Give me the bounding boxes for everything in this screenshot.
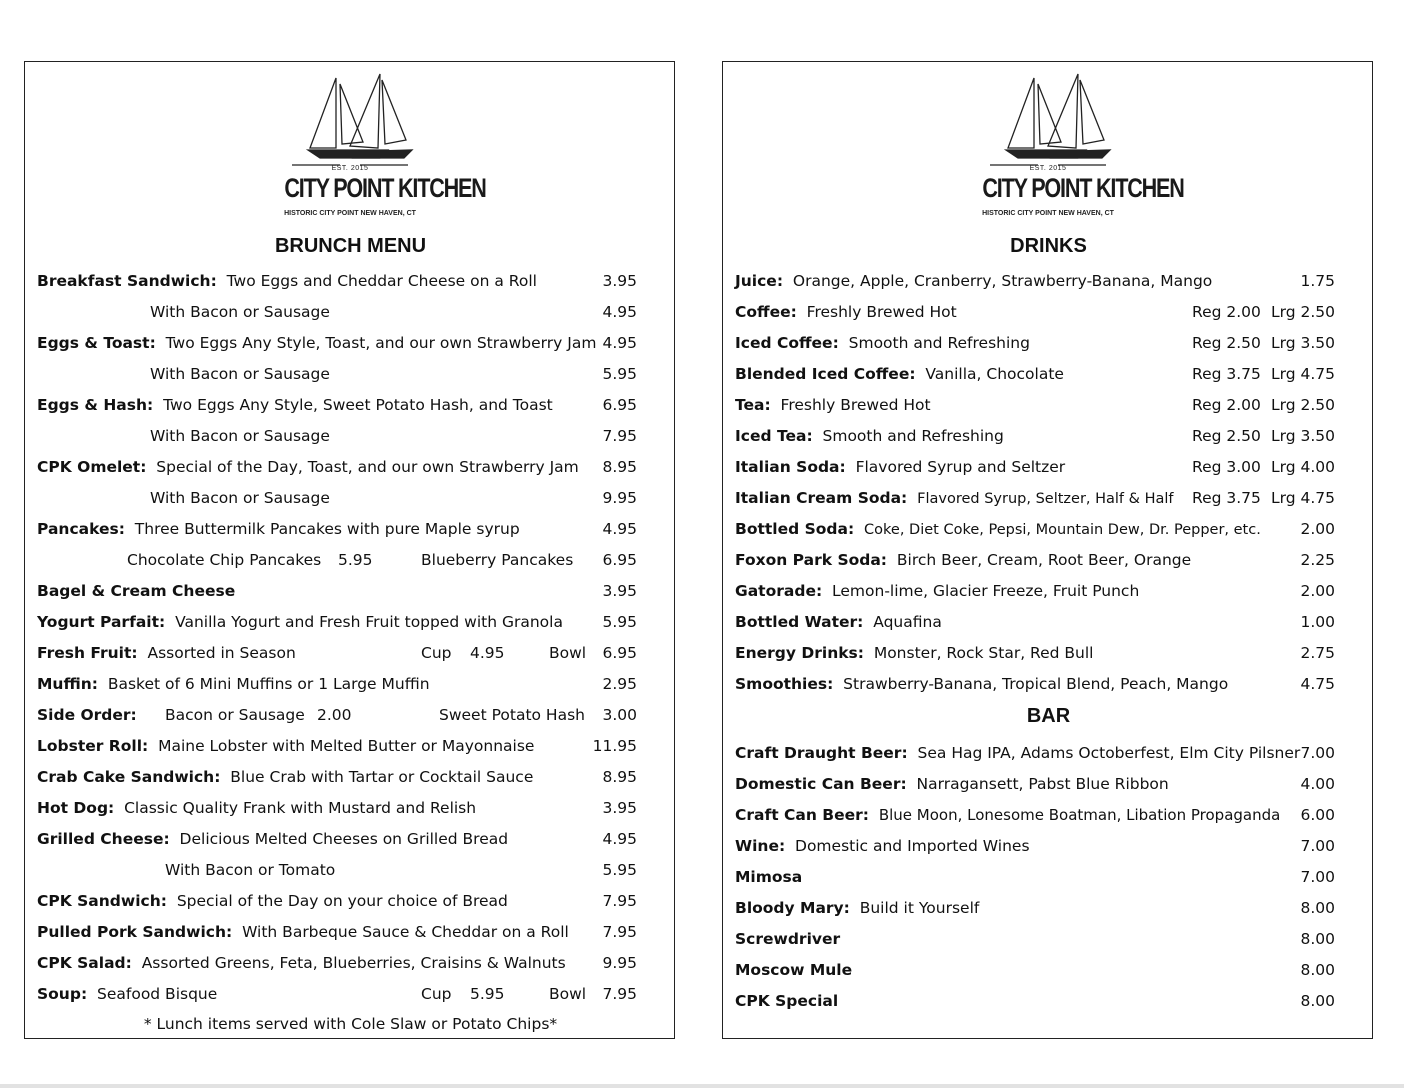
- item-label: Foxon Park Soda:: [735, 551, 888, 569]
- item-desc: Lemon-lime, Glacier Freeze, Fruit Punch: [832, 582, 1140, 600]
- item-price: 5.95: [338, 551, 373, 569]
- item-label: Grilled Cheese:: [37, 830, 170, 848]
- item-desc: Domestic and Imported Wines: [795, 837, 1030, 855]
- bowl-price: 6.95: [602, 644, 637, 662]
- item-price: 8.95: [602, 768, 637, 786]
- menu-item-cpk-omelet: [37, 455, 637, 479]
- item-desc: Blue Moon, Lonesome Boatman, Libation Propaganda: [878, 806, 1281, 824]
- item-desc: Vanilla Yogurt and Fresh Fruit topped with Granola: [175, 613, 563, 631]
- logo: [966, 70, 1184, 220]
- bar-heading: BAR: [1026, 705, 1071, 727]
- item-desc: Monster, Rock Star, Red Bull: [873, 644, 1094, 662]
- page-bottom-divider: [0, 1084, 1404, 1088]
- menu-item-breakfast-sandwich-addon: [37, 300, 637, 324]
- bar-item-moscow-mule: [735, 958, 1335, 982]
- item-label: Muffin:: [37, 675, 98, 693]
- item-desc: Bacon or Sausage: [165, 706, 305, 724]
- logo-est: EST. 2015: [331, 165, 369, 172]
- item-desc: Smooth and Refreshing: [848, 334, 1030, 352]
- logo-est: EST. 2015: [1029, 165, 1067, 172]
- item-price: 2.00: [1300, 582, 1335, 600]
- drink-item-iced-coffee: [735, 331, 1335, 355]
- menu-item-grilled-cheese-addon: [37, 858, 637, 882]
- item-label: CPK Omelet:: [37, 458, 147, 476]
- item-label: Tea:: [735, 396, 771, 414]
- menu-item-pancakes-variants: [37, 548, 637, 572]
- item-desc: Flavored Syrup, Seltzer, Half & Half: [917, 491, 1174, 507]
- item-desc: With Bacon or Sausage: [150, 427, 330, 445]
- menu-item-eggs-toast-addon: [37, 362, 637, 386]
- logo-brand-name: CITY POINT KITCHEN: [284, 173, 486, 203]
- menu-item-eggs-toast: [37, 331, 637, 355]
- menu-item-cpk-sandwich: [37, 889, 637, 913]
- item-desc: Basket of 6 Mini Muffins or 1 Large Muffin: [107, 675, 430, 693]
- bowl-price: 7.95: [602, 985, 637, 1003]
- reg-price: Reg 3.75: [1192, 489, 1261, 507]
- item-label: Blended Iced Coffee:: [735, 365, 916, 383]
- item-price: 1.00: [1300, 613, 1335, 631]
- drink-item-foxon-park-soda: [735, 548, 1335, 572]
- item-desc: With Bacon or Sausage: [150, 489, 330, 507]
- item-label: Soup:: [37, 985, 88, 1003]
- item-desc: Birch Beer, Cream, Root Beer, Orange: [896, 551, 1192, 569]
- menu-item-pulled-pork: [37, 920, 637, 944]
- item-desc: Strawberry-Banana, Tropical Blend, Peach, Mango: [843, 675, 1229, 693]
- item-desc: Two Eggs Any Style, Toast, and our own Strawberry Jam: [165, 334, 597, 352]
- item-price: 7.00: [1300, 744, 1335, 762]
- item-label: Pulled Pork Sandwich:: [37, 923, 233, 941]
- item-desc: Sweet Potato Hash: [439, 706, 585, 724]
- item-desc: Smooth and Refreshing: [822, 427, 1004, 445]
- item-desc: Classic Quality Frank with Mustard and Relish: [124, 799, 477, 817]
- brunch-menu-panel: [24, 61, 675, 1039]
- item-price: 2.00: [1300, 520, 1335, 538]
- reg-price: Reg 2.50: [1192, 427, 1261, 445]
- sailboats-icon: [268, 70, 432, 170]
- item-label: Iced Coffee:: [735, 334, 839, 352]
- item-desc: Chocolate Chip Pancakes: [127, 551, 322, 569]
- drink-item-blended-iced-coffee: [735, 362, 1335, 386]
- item-desc: Aquafina: [873, 613, 942, 631]
- item-price: 8.00: [1300, 899, 1335, 917]
- item-desc: Orange, Apple, Cranberry, Strawberry-Banana, Mango: [792, 272, 1213, 290]
- item-label: Smoothies:: [735, 675, 834, 693]
- menu-item-soup: [37, 982, 637, 1006]
- item-label: Iced Tea:: [735, 427, 813, 445]
- item-desc: Vanilla, Chocolate: [925, 365, 1064, 383]
- drinks-heading: DRINKS: [1010, 235, 1087, 257]
- drink-item-gatorade: [735, 579, 1335, 603]
- menu-item-eggs-hash: [37, 393, 637, 417]
- bar-item-mimosa: [735, 865, 1335, 889]
- cup-price: 4.95: [470, 644, 505, 662]
- item-label: Italian Cream Soda:: [735, 489, 908, 507]
- logo-tagline: HISTORIC CITY POINT NEW HAVEN, CT: [982, 210, 1114, 217]
- menu-item-bagel: [37, 579, 637, 603]
- drink-item-energy-drinks: [735, 641, 1335, 665]
- item-label: Juice:: [735, 272, 784, 290]
- lrg-price: Lrg 2.50: [1270, 396, 1335, 414]
- menu-item-muffin: [37, 672, 637, 696]
- drink-item-bottled-water: [735, 610, 1335, 634]
- logo: [268, 70, 486, 220]
- menu-item-side-order: [37, 703, 637, 727]
- logo-tagline: HISTORIC CITY POINT NEW HAVEN, CT: [284, 210, 416, 217]
- item-price: 4.00: [1300, 775, 1335, 793]
- lrg-price: Lrg 3.50: [1270, 334, 1335, 352]
- item-label: Bottled Water:: [735, 613, 864, 631]
- item-desc: Delicious Melted Cheeses on Grilled Bread: [179, 830, 509, 848]
- bar-item-craft-can: [735, 803, 1335, 827]
- drink-item-italian-soda: [735, 455, 1335, 479]
- cup-label: Cup: [421, 985, 452, 1003]
- bowl-label: Bowl: [549, 644, 587, 662]
- item-desc: Build it Yourself: [859, 899, 980, 917]
- item-price: 3.00: [602, 706, 637, 724]
- bar-item-domestic-can: [735, 772, 1335, 796]
- item-desc: Special of the Day on your choice of Bread: [176, 892, 508, 910]
- item-price: 1.75: [1300, 272, 1335, 290]
- reg-price: Reg 2.00: [1192, 396, 1261, 414]
- item-desc: Maine Lobster with Melted Butter or Mayonnaise: [158, 737, 535, 755]
- bowl-label: Bowl: [549, 985, 587, 1003]
- item-desc: Freshly Brewed Hot: [780, 396, 931, 414]
- item-label: Eggs & Hash:: [37, 396, 154, 414]
- item-label: Gatorade:: [735, 582, 823, 600]
- item-label: Yogurt Parfait:: [37, 613, 166, 631]
- drink-item-juice: [735, 269, 1335, 293]
- item-price: 6.95: [602, 551, 637, 569]
- item-label: CPK Sandwich:: [37, 892, 167, 910]
- item-price: 2.25: [1300, 551, 1335, 569]
- reg-price: Reg 2.50: [1192, 334, 1261, 352]
- item-price: 7.00: [1300, 868, 1335, 886]
- item-label: Craft Can Beer:: [735, 806, 869, 824]
- item-price: 7.95: [602, 427, 637, 445]
- lrg-price: Lrg 3.50: [1270, 427, 1335, 445]
- lrg-price: Lrg 2.50: [1270, 303, 1335, 321]
- brunch-heading: BRUNCH MENU: [274, 235, 427, 257]
- lrg-price: Lrg 4.75: [1270, 489, 1335, 507]
- item-label: Italian Soda:: [735, 458, 846, 476]
- item-desc: Assorted in Season: [147, 644, 296, 662]
- item-desc: Three Buttermilk Pancakes with pure Maple syrup: [134, 520, 520, 538]
- item-desc: With Barbeque Sauce & Cheddar on a Roll: [242, 923, 569, 941]
- item-price: 8.95: [602, 458, 637, 476]
- item-price: 3.95: [602, 799, 637, 817]
- item-price: 7.95: [602, 923, 637, 941]
- item-price: 5.95: [602, 365, 637, 383]
- menu-item-cpk-omelet-addon: [37, 486, 637, 510]
- lunch-footnote: * Lunch items served with Cole Slaw or Potato Chips*: [143, 1015, 558, 1033]
- logo-brand-name: CITY POINT KITCHEN: [982, 173, 1184, 203]
- drink-item-smoothies: [735, 672, 1335, 696]
- item-label: Pancakes:: [37, 520, 125, 538]
- bar-item-cpk-special: [735, 989, 1335, 1013]
- item-desc: With Bacon or Sausage: [150, 365, 330, 383]
- item-label: Breakfast Sandwich:: [37, 272, 217, 290]
- item-desc: Blueberry Pancakes: [421, 551, 574, 569]
- item-desc: Seafood Bisque: [97, 985, 218, 1003]
- item-price: 3.95: [602, 272, 637, 290]
- item-price: 4.95: [602, 520, 637, 538]
- item-label: CPK Special: [735, 992, 839, 1010]
- item-price: 2.95: [602, 675, 637, 693]
- menu-item-lobster-roll: [37, 734, 637, 758]
- item-price: 9.95: [602, 954, 637, 972]
- drink-item-tea: [735, 393, 1335, 417]
- bar-item-craft-draught: [735, 741, 1335, 765]
- item-label: Eggs & Toast:: [37, 334, 156, 352]
- item-price: 6.00: [1300, 806, 1335, 824]
- item-desc: Coke, Diet Coke, Pepsi, Mountain Dew, Dr. Pepper, etc.: [864, 522, 1261, 538]
- menu-item-cpk-salad: [37, 951, 637, 975]
- item-label: Lobster Roll:: [37, 737, 149, 755]
- item-price: 5.95: [602, 861, 637, 879]
- menu-item-grilled-cheese: [37, 827, 637, 851]
- item-label: Fresh Fruit:: [37, 644, 138, 662]
- drink-item-iced-tea: [735, 424, 1335, 448]
- item-desc: Sea Hag IPA, Adams Octoberfest, Elm City Pilsner: [917, 744, 1301, 762]
- item-label: Energy Drinks:: [735, 644, 864, 662]
- menu-item-yogurt-parfait: [37, 610, 637, 634]
- item-price: 6.95: [602, 396, 637, 414]
- item-price: 8.00: [1300, 930, 1335, 948]
- reg-price: Reg 3.00: [1192, 458, 1261, 476]
- menu-item-fresh-fruit: [37, 641, 637, 665]
- item-desc: Two Eggs and Cheddar Cheese on a Roll: [226, 272, 537, 290]
- drink-item-coffee: [735, 300, 1335, 324]
- item-label: CPK Salad:: [37, 954, 132, 972]
- item-desc: With Bacon or Sausage: [150, 303, 330, 321]
- item-label: Mimosa: [735, 868, 803, 886]
- item-price: 9.95: [602, 489, 637, 507]
- cup-price: 5.95: [470, 985, 505, 1003]
- item-desc: Blue Crab with Tartar or Cocktail Sauce: [230, 768, 534, 786]
- menu-item-breakfast-sandwich: [37, 269, 637, 293]
- item-price: 2.75: [1300, 644, 1335, 662]
- item-label: Craft Draught Beer:: [735, 744, 908, 762]
- bar-item-bloody-mary: [735, 896, 1335, 920]
- menu-item-eggs-hash-addon: [37, 424, 637, 448]
- item-desc: Narragansett, Pabst Blue Ribbon: [916, 775, 1169, 793]
- item-desc: Two Eggs Any Style, Sweet Potato Hash, and Toast: [163, 396, 553, 414]
- item-label: Domestic Can Beer:: [735, 775, 907, 793]
- reg-price: Reg 2.00: [1192, 303, 1261, 321]
- item-label: Coffee:: [735, 303, 797, 321]
- item-price: 5.95: [602, 613, 637, 631]
- item-price: 3.95: [602, 582, 637, 600]
- bar-item-screwdriver: [735, 927, 1335, 951]
- reg-price: Reg 3.75: [1192, 365, 1261, 383]
- menu-item-crab-cake: [37, 765, 637, 789]
- item-price: 2.00: [317, 706, 352, 724]
- item-price: 4.95: [602, 334, 637, 352]
- item-price: 7.95: [602, 892, 637, 910]
- menu-item-pancakes: [37, 517, 637, 541]
- item-price: 4.75: [1300, 675, 1335, 693]
- item-label: Bottled Soda:: [735, 520, 855, 538]
- item-desc: Flavored Syrup and Seltzer: [855, 458, 1066, 476]
- sailboats-icon: [966, 70, 1130, 170]
- lrg-price: Lrg 4.00: [1270, 458, 1335, 476]
- item-price: 7.00: [1300, 837, 1335, 855]
- menu-item-hot-dog: [37, 796, 637, 820]
- item-label: Moscow Mule: [735, 961, 853, 979]
- item-label: Crab Cake Sandwich:: [37, 768, 221, 786]
- item-price: 11.95: [592, 737, 637, 755]
- item-desc: With Bacon or Tomato: [165, 861, 336, 879]
- item-label: Screwdriver: [735, 930, 841, 948]
- item-price: 8.00: [1300, 961, 1335, 979]
- item-label: Hot Dog:: [37, 799, 115, 817]
- item-label: Bagel & Cream Cheese: [37, 582, 236, 600]
- item-price: 4.95: [602, 830, 637, 848]
- bar-item-wine: [735, 834, 1335, 858]
- item-label: Bloody Mary:: [735, 899, 850, 917]
- item-desc: Freshly Brewed Hot: [806, 303, 957, 321]
- item-price: 8.00: [1300, 992, 1335, 1010]
- drinks-menu-panel: [722, 61, 1373, 1039]
- item-label: Wine:: [735, 837, 786, 855]
- item-price: 4.95: [602, 303, 637, 321]
- item-desc: Special of the Day, Toast, and our own Strawberry Jam: [156, 458, 579, 476]
- lrg-price: Lrg 4.75: [1270, 365, 1335, 383]
- item-desc: Assorted Greens, Feta, Blueberries, Craisins & Walnuts: [141, 954, 566, 972]
- drink-item-italian-cream-soda: [735, 486, 1335, 510]
- drink-item-bottled-soda: [735, 517, 1335, 541]
- cup-label: Cup: [421, 644, 452, 662]
- item-label: Side Order:: [37, 706, 137, 724]
